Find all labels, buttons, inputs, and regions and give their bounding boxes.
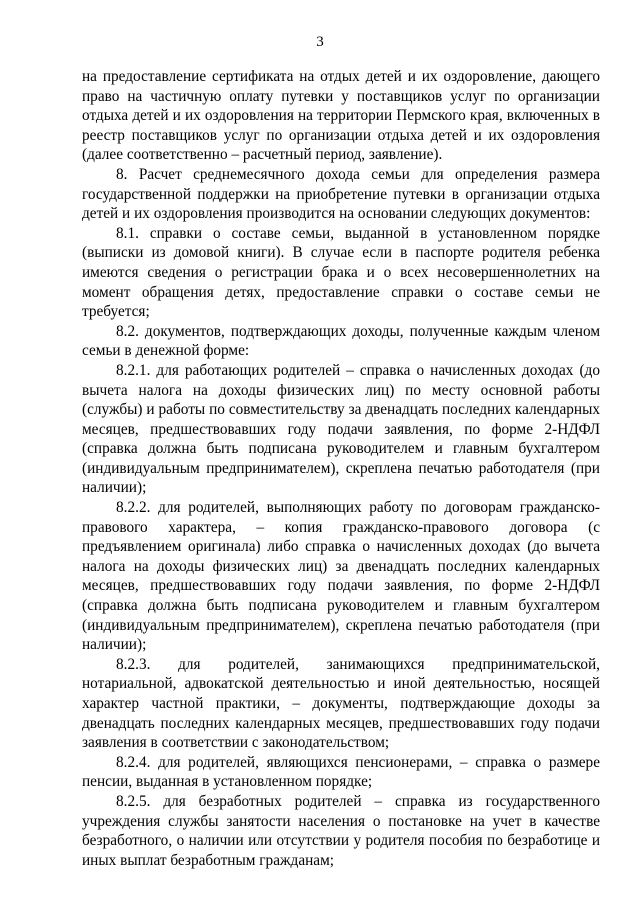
paragraph-continuation: на предоставление сертификата на отдых детей и их оздоровление, дающего право на частичную оплату путевки у поставщиков услуг по организации отдыха детей и их оздоровления на территории Пермского края, включенных в реестр поставщиков услуг по организации отдыха детей и их оздоровления (далее соответственно – расчетный период, заявление). [82, 68, 600, 164]
page-number: 3 [316, 34, 324, 50]
paragraph-8-2-4: 8.2.4. для родителей, являющихся пенсионерами, – справка о размере пенсии, выданная в установленном порядке; [82, 753, 600, 791]
paragraph-8-2-5: 8.2.5. для безработных родителей – справка из государственного учреждения службы занятости населения о постановке на учет в качестве безработного, о наличии или отсутствии у родителя пособия по безработице и иных выплат безработным гражданам; [82, 792, 600, 869]
paragraph-8: 8. Расчет среднемесячного дохода семьи для определения размера государственной поддержки на приобретение путевки в организации отдыха детей и их оздоровления производится на основании следующих документов: [82, 165, 600, 223]
paragraph-8-2: 8.2. документов, подтверждающих доходы, полученные каждым членом семьи в денежной форме: [82, 322, 600, 360]
paragraph-8-2-1: 8.2.1. для работающих родителей – справка о начисленных доходах (до вычета налога на доходы физических лиц) по месту основной работы (службы) и работы по совместительству за двенадцать последних календарных месяцев, предшествовавших году подачи заявления, по форме 2-НДФЛ (справка должна быть подписана руководителем и главным бухгалтером (индивидуальным предпринимателем), скреплена печатью работодателя (при наличии); [82, 361, 600, 497]
paragraph-8-1: 8.1. справки о составе семьи, выданной в установленном порядке (выписки из домовой книги). В случае если в паспорте родителя ребенка имеются сведения о регистрации брака и о всех несовершеннолетних на момент обращения детях, предоставление справки о составе семьи не требуется; [82, 224, 600, 321]
document-body [82, 67, 600, 870]
paragraph-8-2-2: 8.2.2. для родителей, выполняющих работу по договорам гражданско-правового характера, – копия гражданско-правового договора (с предъявлением оригинала) либо справка о начисленных доходах (до вычета налога на доходы физических лиц) за двенадцать последних календарных месяцев, предшествовавших году подачи заявления, по форме 2-НДФЛ (справка должна быть подписана руководителем и главным бухгалтером (индивидуальным предпринимателем), скреплена печатью работодателя (при наличии); [82, 499, 600, 654]
paragraph-8-2-3: 8.2.3. для родителей, занимающихся предпринимательской, нотариальной, адвокатской деятельностью и иной деятельностью, носящей характер частной практики, – документы, подтверждающие доходы за двенадцать последних календарных месяцев, предшествовавших году подачи заявления в соответствии с законодательством; [82, 655, 600, 752]
